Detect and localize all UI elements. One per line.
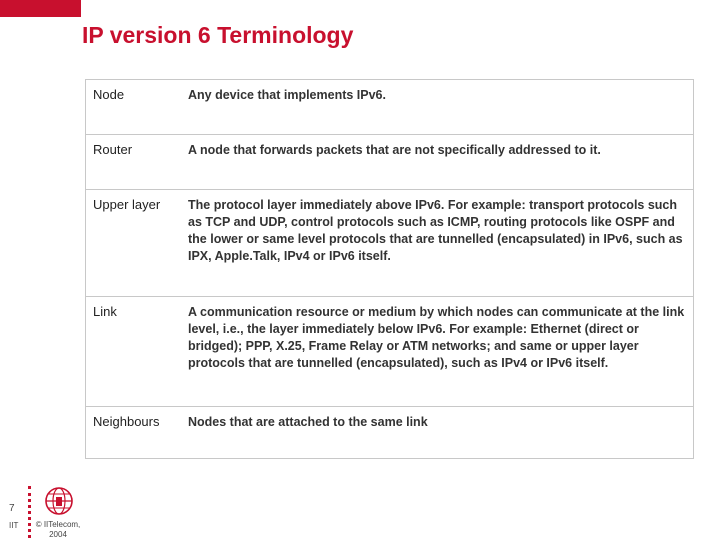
copyright-year: 2004 [49,530,67,539]
definition-cell: Any device that implements IPv6. [187,80,694,135]
definition-cell: A node that forwards packets that are not specifically addressed to it. [187,135,694,190]
globe-logo-icon [38,486,80,516]
table-row [86,80,694,135]
term-cell: Node [86,80,188,135]
term-cell: Link [86,297,188,407]
term-cell: Router [86,135,188,190]
corner-accent-bar [0,0,81,17]
table-row [86,407,694,459]
page-title: IP version 6 Terminology [82,22,354,48]
table-row [86,297,694,407]
definition-cell: A communication resource or medium by which nodes can communicate at the link level, i.e., the layer immediately below IPv6. For example: Ethernet (direct or bridged); PPP, X.25, Frame Relay or ATM networks; and same or upper layer protocols that are tunnelled (encapsulated), such as IPv4 or IPv6 itself. [187,297,694,407]
page-number: 7 [9,503,15,514]
table-row [86,190,694,297]
terminology-table [85,79,694,459]
definition-cell: Nodes that are attached to the same link [187,407,694,459]
table-row [86,135,694,190]
org-short-label: IIT [9,521,19,530]
copyright-notice [32,520,84,540]
term-cell: Neighbours [86,407,188,459]
definition-cell: The protocol layer immediately above IPv6. For example: transport protocols such as TCP and UDP, control protocols such as ICMP, routing protocols like OSPF and the lower or same level protocols that are tunnelled (encapsulated) in IPv6, such as IPX, Apple.Talk, IPv4 or IPv6 itself. [187,190,694,297]
copyright-line: © IITelecom, [35,520,81,529]
term-cell: Upper layer [86,190,188,297]
